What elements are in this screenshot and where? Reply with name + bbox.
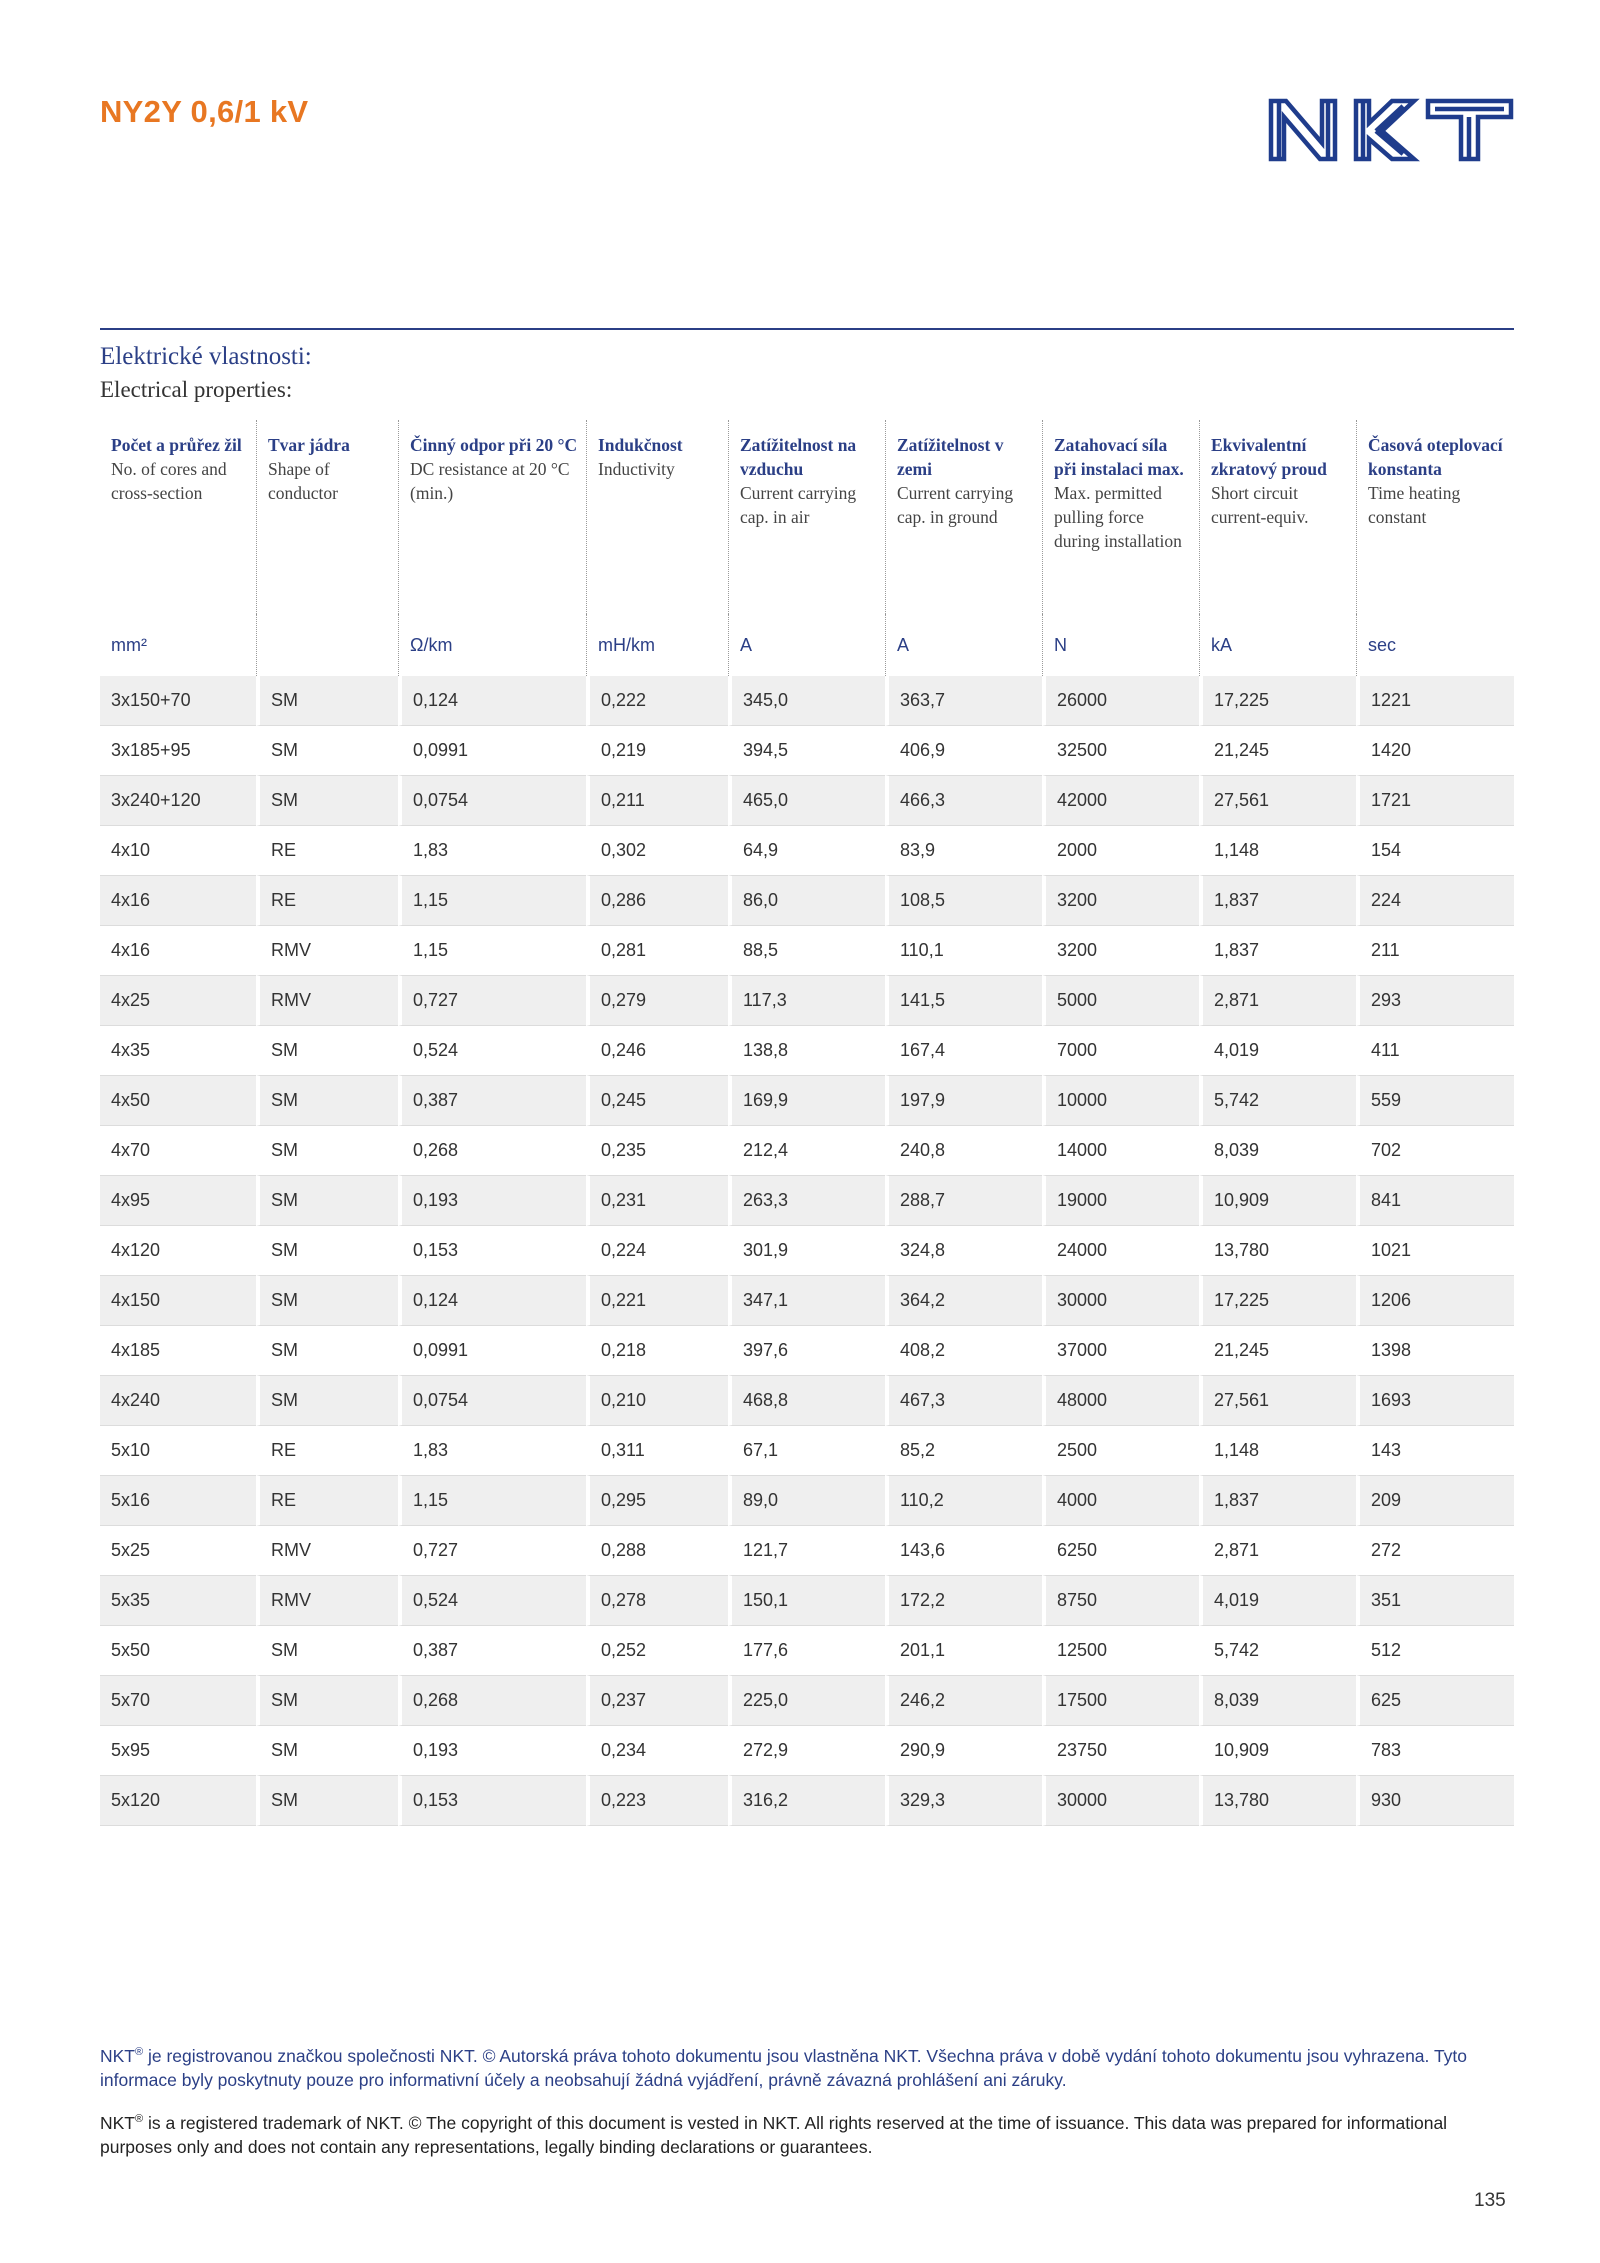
table-cell: 110,2 [885, 1476, 1042, 1526]
table-cell: 14000 [1042, 1126, 1199, 1176]
table-row [100, 1226, 1514, 1276]
table-cell: 5x120 [100, 1776, 256, 1826]
table-cell: 0,268 [398, 1126, 586, 1176]
table-cell: 2,871 [1199, 1526, 1356, 1576]
table-cell: 4x95 [100, 1176, 256, 1226]
table-cell: 5x50 [100, 1626, 256, 1676]
section-divider [100, 328, 1514, 330]
table-cell: 702 [1356, 1126, 1514, 1176]
table-cell: 467,3 [885, 1376, 1042, 1426]
table-cell: 0,524 [398, 1026, 586, 1076]
table-cell: SM [256, 1026, 398, 1076]
table-cell: SM [256, 1776, 398, 1826]
table-cell: RE [256, 876, 398, 926]
table-cell: 0,252 [586, 1626, 728, 1676]
table-cell: 465,0 [728, 776, 885, 826]
table-cell: 143,6 [885, 1526, 1042, 1576]
table-cell: 0,0754 [398, 1376, 586, 1426]
table-cell: 4,019 [1199, 1026, 1356, 1076]
table-cell: RMV [256, 1576, 398, 1626]
table-row [100, 1776, 1514, 1826]
table-cell: 406,9 [885, 726, 1042, 776]
page-number: 135 [1474, 2190, 1506, 2211]
table-cell: SM [256, 1376, 398, 1426]
table-cell: 209 [1356, 1476, 1514, 1526]
table-cell: 1221 [1356, 676, 1514, 726]
table-cell: 347,1 [728, 1276, 885, 1326]
col-header-cores: Počet a průřez žil No. of cores and cross-section [111, 435, 242, 503]
table-cell: 201,1 [885, 1626, 1042, 1676]
table-cell: RE [256, 1426, 398, 1476]
trademark-note-en: NKT® is a registered trademark of NKT. © The copyright of this document is vested in NKT. All rights reserved at the time of issuance. This data was prepared for informational purposes only and does not contain any representations, legally binding declarations or guarantees. [100, 2112, 1448, 2157]
table-cell: 3200 [1042, 926, 1199, 976]
table-cell: 345,0 [728, 676, 885, 726]
table-cell: 5x95 [100, 1726, 256, 1776]
table-cell: 293 [1356, 976, 1514, 1026]
table-cell: 4x120 [100, 1226, 256, 1276]
table-cell: 5000 [1042, 976, 1199, 1026]
table-cell: 0,235 [586, 1126, 728, 1176]
table-cell: 42000 [1042, 776, 1199, 826]
table-cell: 2000 [1042, 826, 1199, 876]
table-cell: 3x240+120 [100, 776, 256, 826]
table-cell: 0,234 [586, 1726, 728, 1776]
table-cell: 10000 [1042, 1076, 1199, 1126]
table-row [100, 1176, 1514, 1226]
table-row [100, 1026, 1514, 1076]
table-cell: SM [256, 1726, 398, 1776]
table-cell: 0,302 [586, 826, 728, 876]
table-row [100, 1626, 1514, 1676]
table-cell: 4x240 [100, 1376, 256, 1426]
table-cell: RMV [256, 976, 398, 1026]
table-cell: 10,909 [1199, 1726, 1356, 1776]
nkt-logo [1268, 98, 1514, 162]
table-cell: 0,218 [586, 1326, 728, 1376]
section-title-en: Electrical properties: [100, 377, 293, 402]
table-cell: 48000 [1042, 1376, 1199, 1426]
table-cell: 0,295 [586, 1476, 728, 1526]
table-cell: 0,153 [398, 1226, 586, 1276]
table-cell: 177,6 [728, 1626, 885, 1676]
table-cell: RMV [256, 926, 398, 976]
table-cell: 272 [1356, 1526, 1514, 1576]
table-cell: 32500 [1042, 726, 1199, 776]
table-cell: 301,9 [728, 1226, 885, 1276]
table-cell: 0,281 [586, 926, 728, 976]
table-cell: 108,5 [885, 876, 1042, 926]
table-cell: 121,7 [728, 1526, 885, 1576]
page-title: NY2Y 0,6/1 kV [100, 94, 309, 129]
table-cell: 272,9 [728, 1726, 885, 1776]
table-cell: 13,780 [1199, 1776, 1356, 1826]
table-cell: 0,311 [586, 1426, 728, 1476]
col-header-pulling-force: Zatahovací síla při instalaci max. Max. permitted pulling force during installation [1042, 420, 1199, 614]
table-cell: 17,225 [1199, 676, 1356, 726]
table-cell: SM [256, 1076, 398, 1126]
table-cell: 0,246 [586, 1026, 728, 1076]
table-cell: 0,268 [398, 1676, 586, 1726]
table-cell: 88,5 [728, 926, 885, 976]
table-cell: 211 [1356, 926, 1514, 976]
table-cell: 19000 [1042, 1176, 1199, 1226]
col-header-heating-constant: Časová oteplovací konstanta Time heating constant [1356, 420, 1514, 614]
table-cell: 1398 [1356, 1326, 1514, 1376]
table-cell: SM [256, 1226, 398, 1276]
table-cell: 4000 [1042, 1476, 1199, 1526]
table-cell: SM [256, 1176, 398, 1226]
table-cell: 0,193 [398, 1726, 586, 1776]
table-cell: 4x10 [100, 826, 256, 876]
table-row [100, 1426, 1514, 1476]
table-cell: 0,0991 [398, 726, 586, 776]
electrical-properties-table [100, 420, 1514, 1826]
table-cell: 4x35 [100, 1026, 256, 1076]
unit-label: Ω/km [398, 614, 586, 676]
table-cell: 1,837 [1199, 1476, 1356, 1526]
table-cell: 0,124 [398, 1276, 586, 1326]
table-cell: 1721 [1356, 776, 1514, 826]
table-row [100, 676, 1514, 726]
table-cell: 468,8 [728, 1376, 885, 1426]
table-cell: 559 [1356, 1076, 1514, 1126]
table-cell: 0,524 [398, 1576, 586, 1626]
table-cell: SM [256, 726, 398, 776]
table-row [100, 1526, 1514, 1576]
unit-label: A [728, 614, 885, 676]
table-cell: 7000 [1042, 1026, 1199, 1076]
table-cell: SM [256, 1126, 398, 1176]
table-cell: 4x70 [100, 1126, 256, 1176]
table-body [100, 676, 1514, 1826]
unit-label: kA [1199, 614, 1356, 676]
table-row [100, 1576, 1514, 1626]
table-cell: 364,2 [885, 1276, 1042, 1326]
table-cell: 0,219 [586, 726, 728, 776]
table-cell: 329,3 [885, 1776, 1042, 1826]
table-cell: 1021 [1356, 1226, 1514, 1276]
table-cell: RE [256, 1476, 398, 1526]
col-header-inductivity: Indukčnost Inductivity [586, 420, 728, 614]
unit-label: mm² [111, 634, 147, 655]
table-cell: 1,837 [1199, 926, 1356, 976]
table-cell: 12500 [1042, 1626, 1199, 1676]
table-cell: 17,225 [1199, 1276, 1356, 1326]
table-cell: 363,7 [885, 676, 1042, 726]
table-row [100, 1126, 1514, 1176]
table-cell: 5,742 [1199, 1076, 1356, 1126]
table-cell: 150,1 [728, 1576, 885, 1626]
table-cell: 21,245 [1199, 1326, 1356, 1376]
table-cell: 225,0 [728, 1676, 885, 1726]
table-header-row [100, 420, 1514, 614]
table-cell: RE [256, 826, 398, 876]
unit-label: sec [1356, 614, 1514, 676]
table-cell: 167,4 [885, 1026, 1042, 1076]
table-cell: 10,909 [1199, 1176, 1356, 1226]
table-cell: 8750 [1042, 1576, 1199, 1626]
table-cell: 0,222 [586, 676, 728, 726]
table-row [100, 826, 1514, 876]
table-cell: 0,727 [398, 976, 586, 1026]
table-cell: 0,124 [398, 676, 586, 726]
table-cell: 625 [1356, 1676, 1514, 1726]
table-cell: 13,780 [1199, 1226, 1356, 1276]
table-cell: 4x16 [100, 926, 256, 976]
table-cell: 841 [1356, 1176, 1514, 1226]
table-cell: 324,8 [885, 1226, 1042, 1276]
table-cell: 37000 [1042, 1326, 1199, 1376]
table-cell: 408,2 [885, 1326, 1042, 1376]
table-cell: 1,15 [398, 876, 586, 926]
table-cell: 3200 [1042, 876, 1199, 926]
table-cell: 4x150 [100, 1276, 256, 1326]
table-row [100, 1376, 1514, 1426]
table-cell: 0,193 [398, 1176, 586, 1226]
table-cell: 0,0991 [398, 1326, 586, 1376]
table-cell: 21,245 [1199, 726, 1356, 776]
table-cell: 1,83 [398, 826, 586, 876]
table-cell: 2,871 [1199, 976, 1356, 1026]
unit-label: A [885, 614, 1042, 676]
table-cell: 411 [1356, 1026, 1514, 1076]
table-cell: 0,211 [586, 776, 728, 826]
table-cell: 8,039 [1199, 1676, 1356, 1726]
table-cell: 5x10 [100, 1426, 256, 1476]
col-header-dc-resistance: Činný odpor při 20 °C DC resistance at 20 °C (min.) [398, 420, 586, 614]
table-cell: 169,9 [728, 1076, 885, 1126]
table-cell: 783 [1356, 1726, 1514, 1776]
table-cell: 5x35 [100, 1576, 256, 1626]
table-cell: 1,148 [1199, 1426, 1356, 1476]
table-cell: 5x25 [100, 1526, 256, 1576]
table-cell: 290,9 [885, 1726, 1042, 1776]
table-cell: 397,6 [728, 1326, 885, 1376]
table-cell: 1,148 [1199, 826, 1356, 876]
unit-label: N [1042, 614, 1199, 676]
table-cell: 0,279 [586, 976, 728, 1026]
table-row [100, 1076, 1514, 1126]
table-cell: 466,3 [885, 776, 1042, 826]
table-cell: 4x16 [100, 876, 256, 926]
table-cell: 5,742 [1199, 1626, 1356, 1676]
table-cell: 0,210 [586, 1376, 728, 1426]
table-cell: 197,9 [885, 1076, 1042, 1126]
table-row [100, 1676, 1514, 1726]
table-units-row [100, 614, 1514, 676]
section-title-cz: Elektrické vlastnosti: [100, 343, 312, 370]
table-cell: 246,2 [885, 1676, 1042, 1726]
table-cell: 4x185 [100, 1326, 256, 1376]
table-cell: 1693 [1356, 1376, 1514, 1426]
table-cell: 316,2 [728, 1776, 885, 1826]
table-cell: SM [256, 676, 398, 726]
table-cell: SM [256, 1676, 398, 1726]
table-cell: 0,288 [586, 1526, 728, 1576]
table-cell: 1,15 [398, 926, 586, 976]
table-cell: 85,2 [885, 1426, 1042, 1476]
table-row [100, 776, 1514, 826]
table-cell: 3x185+95 [100, 726, 256, 776]
table-cell: 138,8 [728, 1026, 885, 1076]
table-cell: 83,9 [885, 826, 1042, 876]
table-cell: SM [256, 1326, 398, 1376]
table-cell: 0,237 [586, 1676, 728, 1726]
table-cell: 0,387 [398, 1076, 586, 1126]
table-cell: 0,286 [586, 876, 728, 926]
table-cell: 240,8 [885, 1126, 1042, 1176]
table-cell: 930 [1356, 1776, 1514, 1826]
table-row [100, 876, 1514, 926]
table-cell: 27,561 [1199, 776, 1356, 826]
table-cell: 117,3 [728, 976, 885, 1026]
table-cell: 224 [1356, 876, 1514, 926]
col-header-current-air: Zatížitelnost na vzduchu Current carrying cap. in air [728, 420, 885, 614]
table-cell: 8,039 [1199, 1126, 1356, 1176]
table-row [100, 1276, 1514, 1326]
table-cell: SM [256, 1276, 398, 1326]
table-cell: 0,231 [586, 1176, 728, 1226]
table-cell: 1420 [1356, 726, 1514, 776]
table-cell: SM [256, 776, 398, 826]
table-cell: 0,727 [398, 1526, 586, 1576]
table-row [100, 976, 1514, 1026]
table-cell: 512 [1356, 1626, 1514, 1676]
table-cell: 23750 [1042, 1726, 1199, 1776]
table-cell: 86,0 [728, 876, 885, 926]
table-cell: 0,387 [398, 1626, 586, 1676]
table-cell: 1,15 [398, 1476, 586, 1526]
col-header-current-ground: Zatížitelnost v zemi Current carrying cap. in ground [885, 420, 1042, 614]
table-cell: 0,224 [586, 1226, 728, 1276]
table-cell: 154 [1356, 826, 1514, 876]
table-row [100, 726, 1514, 776]
col-header-short-circuit: Ekvivalentní zkratový proud Short circuit current-equiv. [1199, 420, 1356, 614]
table-cell: 0,153 [398, 1776, 586, 1826]
table-cell: 351 [1356, 1576, 1514, 1626]
table-cell: 1206 [1356, 1276, 1514, 1326]
table-cell: 4x50 [100, 1076, 256, 1126]
table-cell: SM [256, 1626, 398, 1676]
table-cell: 17500 [1042, 1676, 1199, 1726]
table-cell: 394,5 [728, 726, 885, 776]
table-row [100, 926, 1514, 976]
table-cell: 141,5 [885, 976, 1042, 1026]
table-cell: 172,2 [885, 1576, 1042, 1626]
table-cell: 288,7 [885, 1176, 1042, 1226]
table-cell: 5x16 [100, 1476, 256, 1526]
unit-label [256, 614, 398, 676]
table-cell: 0,278 [586, 1576, 728, 1626]
table-cell: 0,0754 [398, 776, 586, 826]
table-cell: 1,83 [398, 1426, 586, 1476]
table-cell: 26000 [1042, 676, 1199, 726]
table-cell: 0,245 [586, 1076, 728, 1126]
table-cell: 30000 [1042, 1276, 1199, 1326]
table-cell: 3x150+70 [100, 676, 256, 726]
table-row [100, 1476, 1514, 1526]
table-cell: 4x25 [100, 976, 256, 1026]
unit-label: mH/km [586, 614, 728, 676]
table-cell: 263,3 [728, 1176, 885, 1226]
table-cell: 4,019 [1199, 1576, 1356, 1626]
table-cell: RMV [256, 1526, 398, 1576]
table-cell: 24000 [1042, 1226, 1199, 1276]
trademark-note-cz: NKT® je registrovanou značkou společnosti NKT. © Autorská práva tohoto dokumentu jsou vlastněna NKT. Všechna práva v době vydání tohoto dokumentu jsou vyhrazena. Tyto informace byly poskytnuty pouze pro informativní účely a neobsahují žádná vyjádření, právně závazná prohlášení ani záruky. [100, 2045, 1468, 2090]
table-cell: 27,561 [1199, 1376, 1356, 1426]
table-cell: 89,0 [728, 1476, 885, 1526]
table-row [100, 1326, 1514, 1376]
table-cell: 67,1 [728, 1426, 885, 1476]
table-cell: 110,1 [885, 926, 1042, 976]
table-cell: 30000 [1042, 1776, 1199, 1826]
table-cell: 0,221 [586, 1276, 728, 1326]
table-cell: 143 [1356, 1426, 1514, 1476]
table-cell: 6250 [1042, 1526, 1199, 1576]
table-cell: 5x70 [100, 1676, 256, 1726]
table-row [100, 1726, 1514, 1776]
table-cell: 2500 [1042, 1426, 1199, 1476]
table-cell: 64,9 [728, 826, 885, 876]
table-cell: 0,223 [586, 1776, 728, 1826]
col-header-conductor-shape: Tvar jádra Shape of conductor [256, 420, 398, 614]
table-cell: 212,4 [728, 1126, 885, 1176]
table-cell: 1,837 [1199, 876, 1356, 926]
